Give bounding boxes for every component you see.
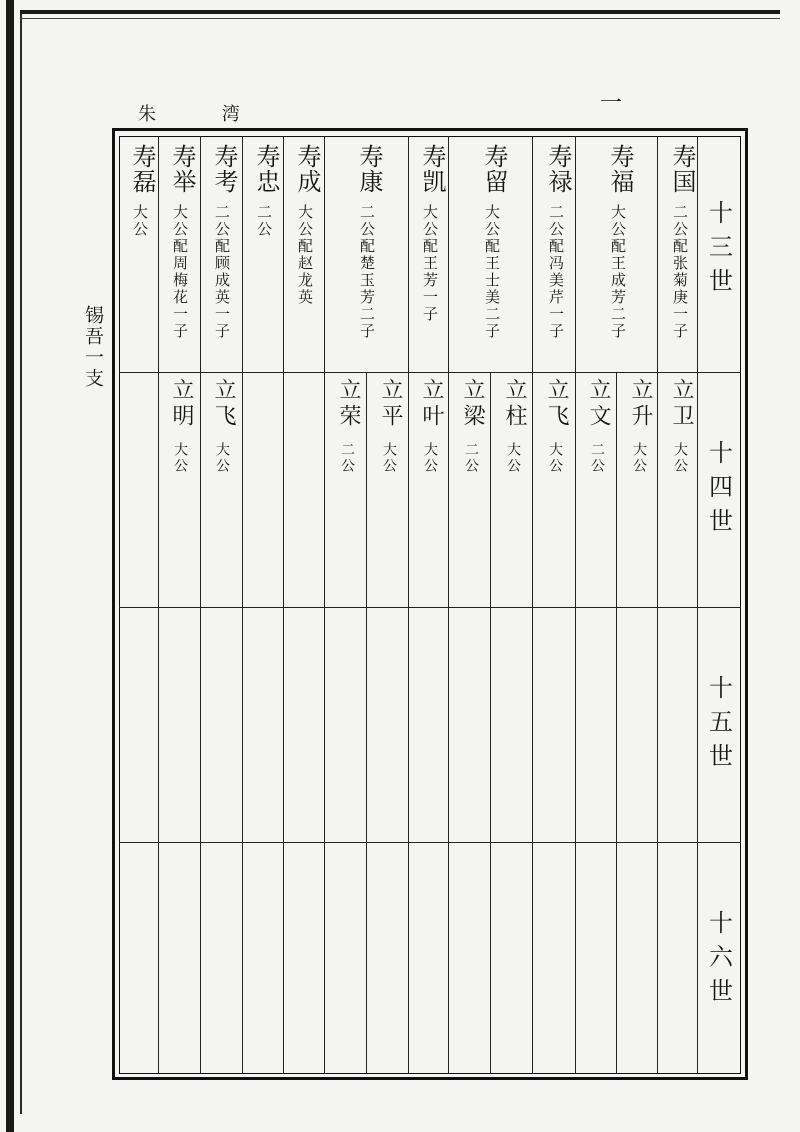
gen13-name: 寿禄 <box>544 144 572 194</box>
gen13-note: 大公 <box>131 204 149 238</box>
gen13-note: 二公配冯美芹一子 <box>547 204 565 340</box>
column-divider <box>324 372 325 1074</box>
gen14-name: 立平 <box>378 378 403 430</box>
column-divider <box>448 372 449 1074</box>
gen13-name: 寿国 <box>668 144 696 194</box>
place-heading: 朱 湾 <box>138 104 270 125</box>
gen13-note: 大公配王士美二子 <box>483 204 501 340</box>
gen13-name: 寿康 <box>355 144 383 194</box>
gen14-name: 立升 <box>628 378 653 430</box>
column-divider <box>490 372 491 1074</box>
gen14-note: 二公 <box>463 442 479 474</box>
gen13-note: 大公配王芳一子 <box>421 204 439 323</box>
gen14-note: 二公 <box>589 442 605 474</box>
gen13-note: 大公配王成芳二子 <box>609 204 627 340</box>
gen14-name: 立飞 <box>544 378 569 430</box>
gen14-name: 立明 <box>169 378 194 430</box>
column-divider <box>158 372 159 1074</box>
column-divider <box>532 372 533 1074</box>
column-divider <box>366 372 367 1074</box>
column-divider <box>616 372 617 1074</box>
column-divider <box>242 136 243 372</box>
column-divider <box>200 372 201 1074</box>
gen13-name: 寿考 <box>210 144 238 194</box>
column-divider <box>657 136 658 372</box>
scan-edge-left <box>6 0 14 1132</box>
generation-label-14: 十四世 <box>704 440 733 542</box>
gen14-note: 大公 <box>214 442 230 474</box>
gen13-name: 寿留 <box>480 144 508 194</box>
column-divider <box>575 372 576 1074</box>
gen13-note: 二公配顾成英一子 <box>213 204 231 340</box>
row-divider <box>119 372 741 373</box>
gen13-name: 寿福 <box>606 144 634 194</box>
scan-edge-top <box>20 10 780 14</box>
gen13-note: 二公配张菊庚一子 <box>671 204 689 340</box>
column-divider <box>408 372 409 1074</box>
branch-label: 锡吾一支 <box>82 305 104 389</box>
gen14-name: 立荣 <box>336 378 361 430</box>
gen13-name: 寿举 <box>168 144 196 194</box>
generation-label-15: 十五世 <box>704 675 733 777</box>
gen14-name: 立叶 <box>419 378 444 430</box>
column-divider <box>283 372 284 1074</box>
column-divider <box>242 372 243 1074</box>
row-divider <box>119 842 741 843</box>
gen14-note: 二公 <box>339 442 355 474</box>
scan-edge-top-line <box>20 18 780 19</box>
row-divider <box>119 607 741 608</box>
gen14-note: 大公 <box>631 442 647 474</box>
gen14-note: 大公 <box>505 442 521 474</box>
gen13-name: 寿凯 <box>418 144 446 194</box>
gen13-note: 大公配周梅花一子 <box>171 204 189 340</box>
gen13-name: 寿忠 <box>252 144 280 194</box>
gen14-note: 大公 <box>422 442 438 474</box>
gen14-note: 大公 <box>547 442 563 474</box>
gen14-name: 立文 <box>586 378 611 430</box>
scan-edge-line <box>20 14 22 1114</box>
column-divider <box>532 136 533 372</box>
gen14-note: 大公 <box>672 442 688 474</box>
gen13-note: 二公配楚玉芳二子 <box>358 204 376 340</box>
column-divider <box>657 372 658 1074</box>
column-divider <box>408 136 409 372</box>
gen14-name: 立梁 <box>460 378 485 430</box>
gen14-name: 立柱 <box>502 378 527 430</box>
gen14-note: 大公 <box>172 442 188 474</box>
gen14-name: 立飞 <box>211 378 236 430</box>
gen14-note: 大公 <box>381 442 397 474</box>
gen13-note: 大公配赵龙英 <box>296 204 314 306</box>
column-divider <box>200 136 201 372</box>
generation-label-13: 十三世 <box>704 200 733 302</box>
gen13-name: 寿磊 <box>128 144 156 194</box>
gen13-name: 寿成 <box>293 144 321 194</box>
page-number: 一 <box>600 91 623 116</box>
gen13-note: 二公 <box>255 204 273 238</box>
gen14-name: 立卫 <box>669 378 694 430</box>
generation-label-16: 十六世 <box>704 910 733 1012</box>
